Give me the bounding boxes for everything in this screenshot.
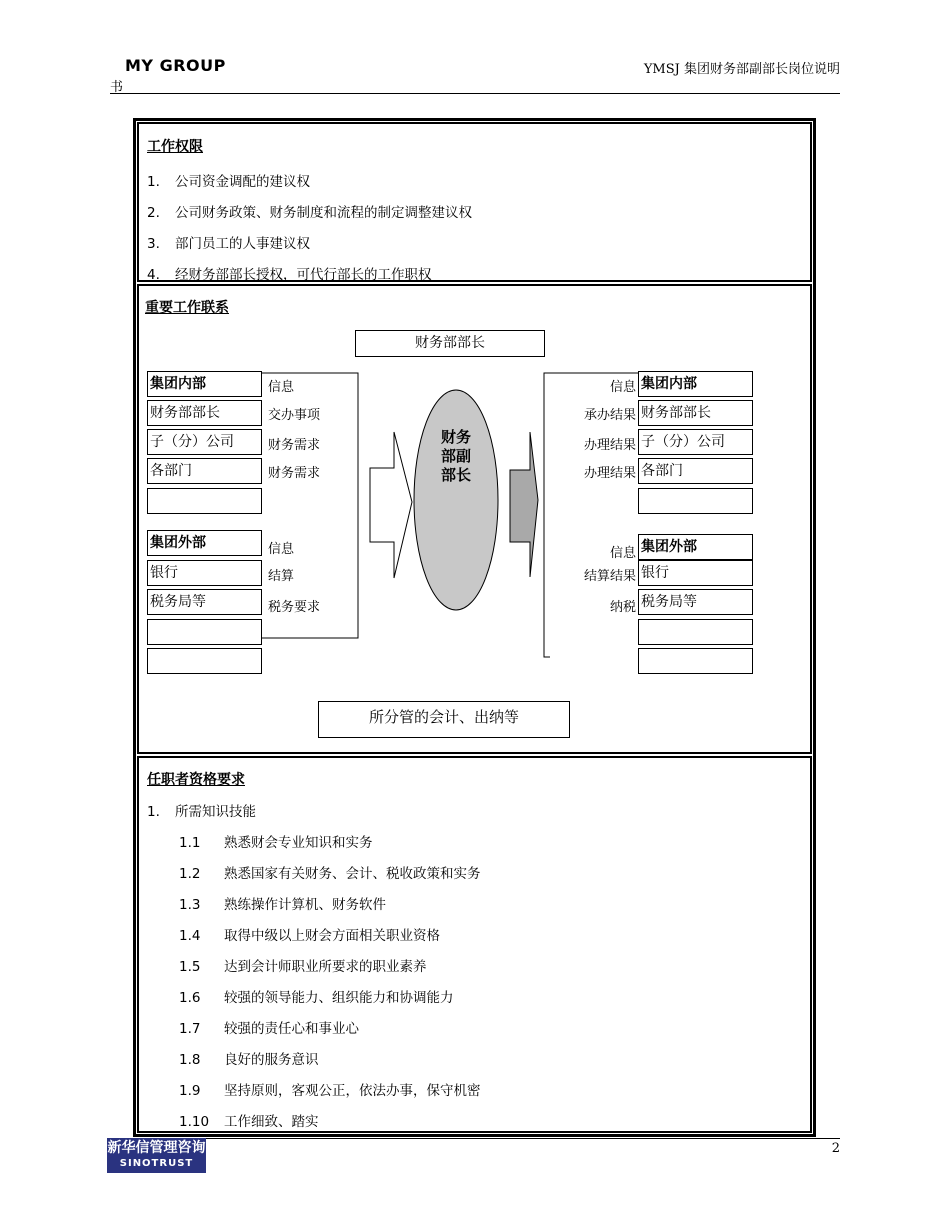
subordinates-box: 所分管的会计、出纳等 [318,701,570,738]
qualification-item: 1.1 熟悉财会专业知识和实务 [179,835,373,851]
center-role-label: 财务部副部长 [441,428,472,484]
right-internal-label: 信息 [609,380,636,395]
right-internal-row: 各部门 [638,458,753,484]
qualification-item: 1.7 较强的责任心和事业心 [179,1021,359,1037]
supervisor-box: 财务部部长 [355,330,545,357]
authority-item: 2. 公司财务政策、财务制度和流程的制定调整建议权 [147,205,472,221]
doc-title: YMSJ 集团财务部副部长岗位说明 [643,62,840,77]
right-bracket-line [544,373,638,657]
page-number: 2 [831,1141,840,1156]
qualification-item: 1.2 熟悉国家有关财务、会计、税收政策和实务 [179,866,481,882]
right-internal-row: 财务部部长 [638,400,753,426]
left-internal-row: 各部门 [147,458,262,484]
left-internal-label: 财务需求 [268,438,321,453]
left-external-row: 银行 [147,560,262,586]
left-external-header: 集团外部 [147,530,262,556]
left-internal-label: 财务需求 [268,466,321,481]
outbound-arrow [510,432,538,577]
right-external-label: 纳税 [609,600,636,615]
right-external-header: 集团外部 [638,534,753,560]
left-external-label: 税务要求 [268,600,321,615]
authority-item: 4. 经财务部部长授权，可代行部长的工作职权 [147,267,432,283]
left-external-row: 税务局等 [147,589,262,615]
right-external-label: 信息 [609,546,636,561]
left-bracket-line [262,373,358,638]
left-internal-label: 交办事项 [268,408,321,423]
qualification-item: 1.5 达到会计师职业所要求的职业素养 [179,959,427,975]
authority-title: 工作权限 [147,139,203,155]
right-internal-label: 承办结果 [583,408,636,423]
right-external-label: 结算结果 [583,569,636,584]
left-external-label: 信息 [268,542,295,557]
qualification-item: 1.6 较强的领导能力、组织能力和协调能力 [179,990,454,1006]
left-internal-label: 信息 [268,380,295,395]
left-internal-row: 财务部部长 [147,400,262,426]
left-internal-header: 集团内部 [147,371,262,397]
authority-item: 1. 公司资金调配的建议权 [147,174,310,190]
right-internal-label: 办理结果 [583,438,636,453]
right-internal-label: 办理结果 [583,466,636,481]
qualification-item: 1.3 熟练操作计算机、财务软件 [179,897,386,913]
left-internal-row: 子（分）公司 [147,429,262,455]
left-external-label: 结算 [268,569,295,584]
inbound-arrow [370,432,412,578]
qualification-item: 1.10 工作细致、踏实 [179,1114,319,1130]
right-external-row: 税务局等 [638,589,753,615]
sinotrust-logo: 新华信管理咨询 SINOTRUST [107,1138,206,1173]
right-internal-header: 集团内部 [638,371,753,397]
doc-title-continuation: 书 [110,80,124,95]
authority-item: 3. 部门员工的人事建议权 [147,236,310,252]
right-internal-row: 子（分）公司 [638,429,753,455]
relations-title: 重要工作联系 [145,300,229,316]
qualification-main-item: 1. 所需知识技能 [147,804,256,820]
qualification-item: 1.8 良好的服务意识 [179,1052,319,1068]
company-name: MY GROUP [125,56,226,75]
right-external-row: 银行 [638,560,753,586]
qualification-item: 1.9 坚持原则，客观公正，依法办事，保守机密 [179,1083,481,1099]
qualification-item: 1.4 取得中级以上财会方面相关职业资格 [179,928,440,944]
qualifications-title: 任职者资格要求 [147,772,245,788]
center-ellipse [414,390,498,610]
footer-divider [110,1138,840,1139]
qualifications-section [137,756,812,1133]
